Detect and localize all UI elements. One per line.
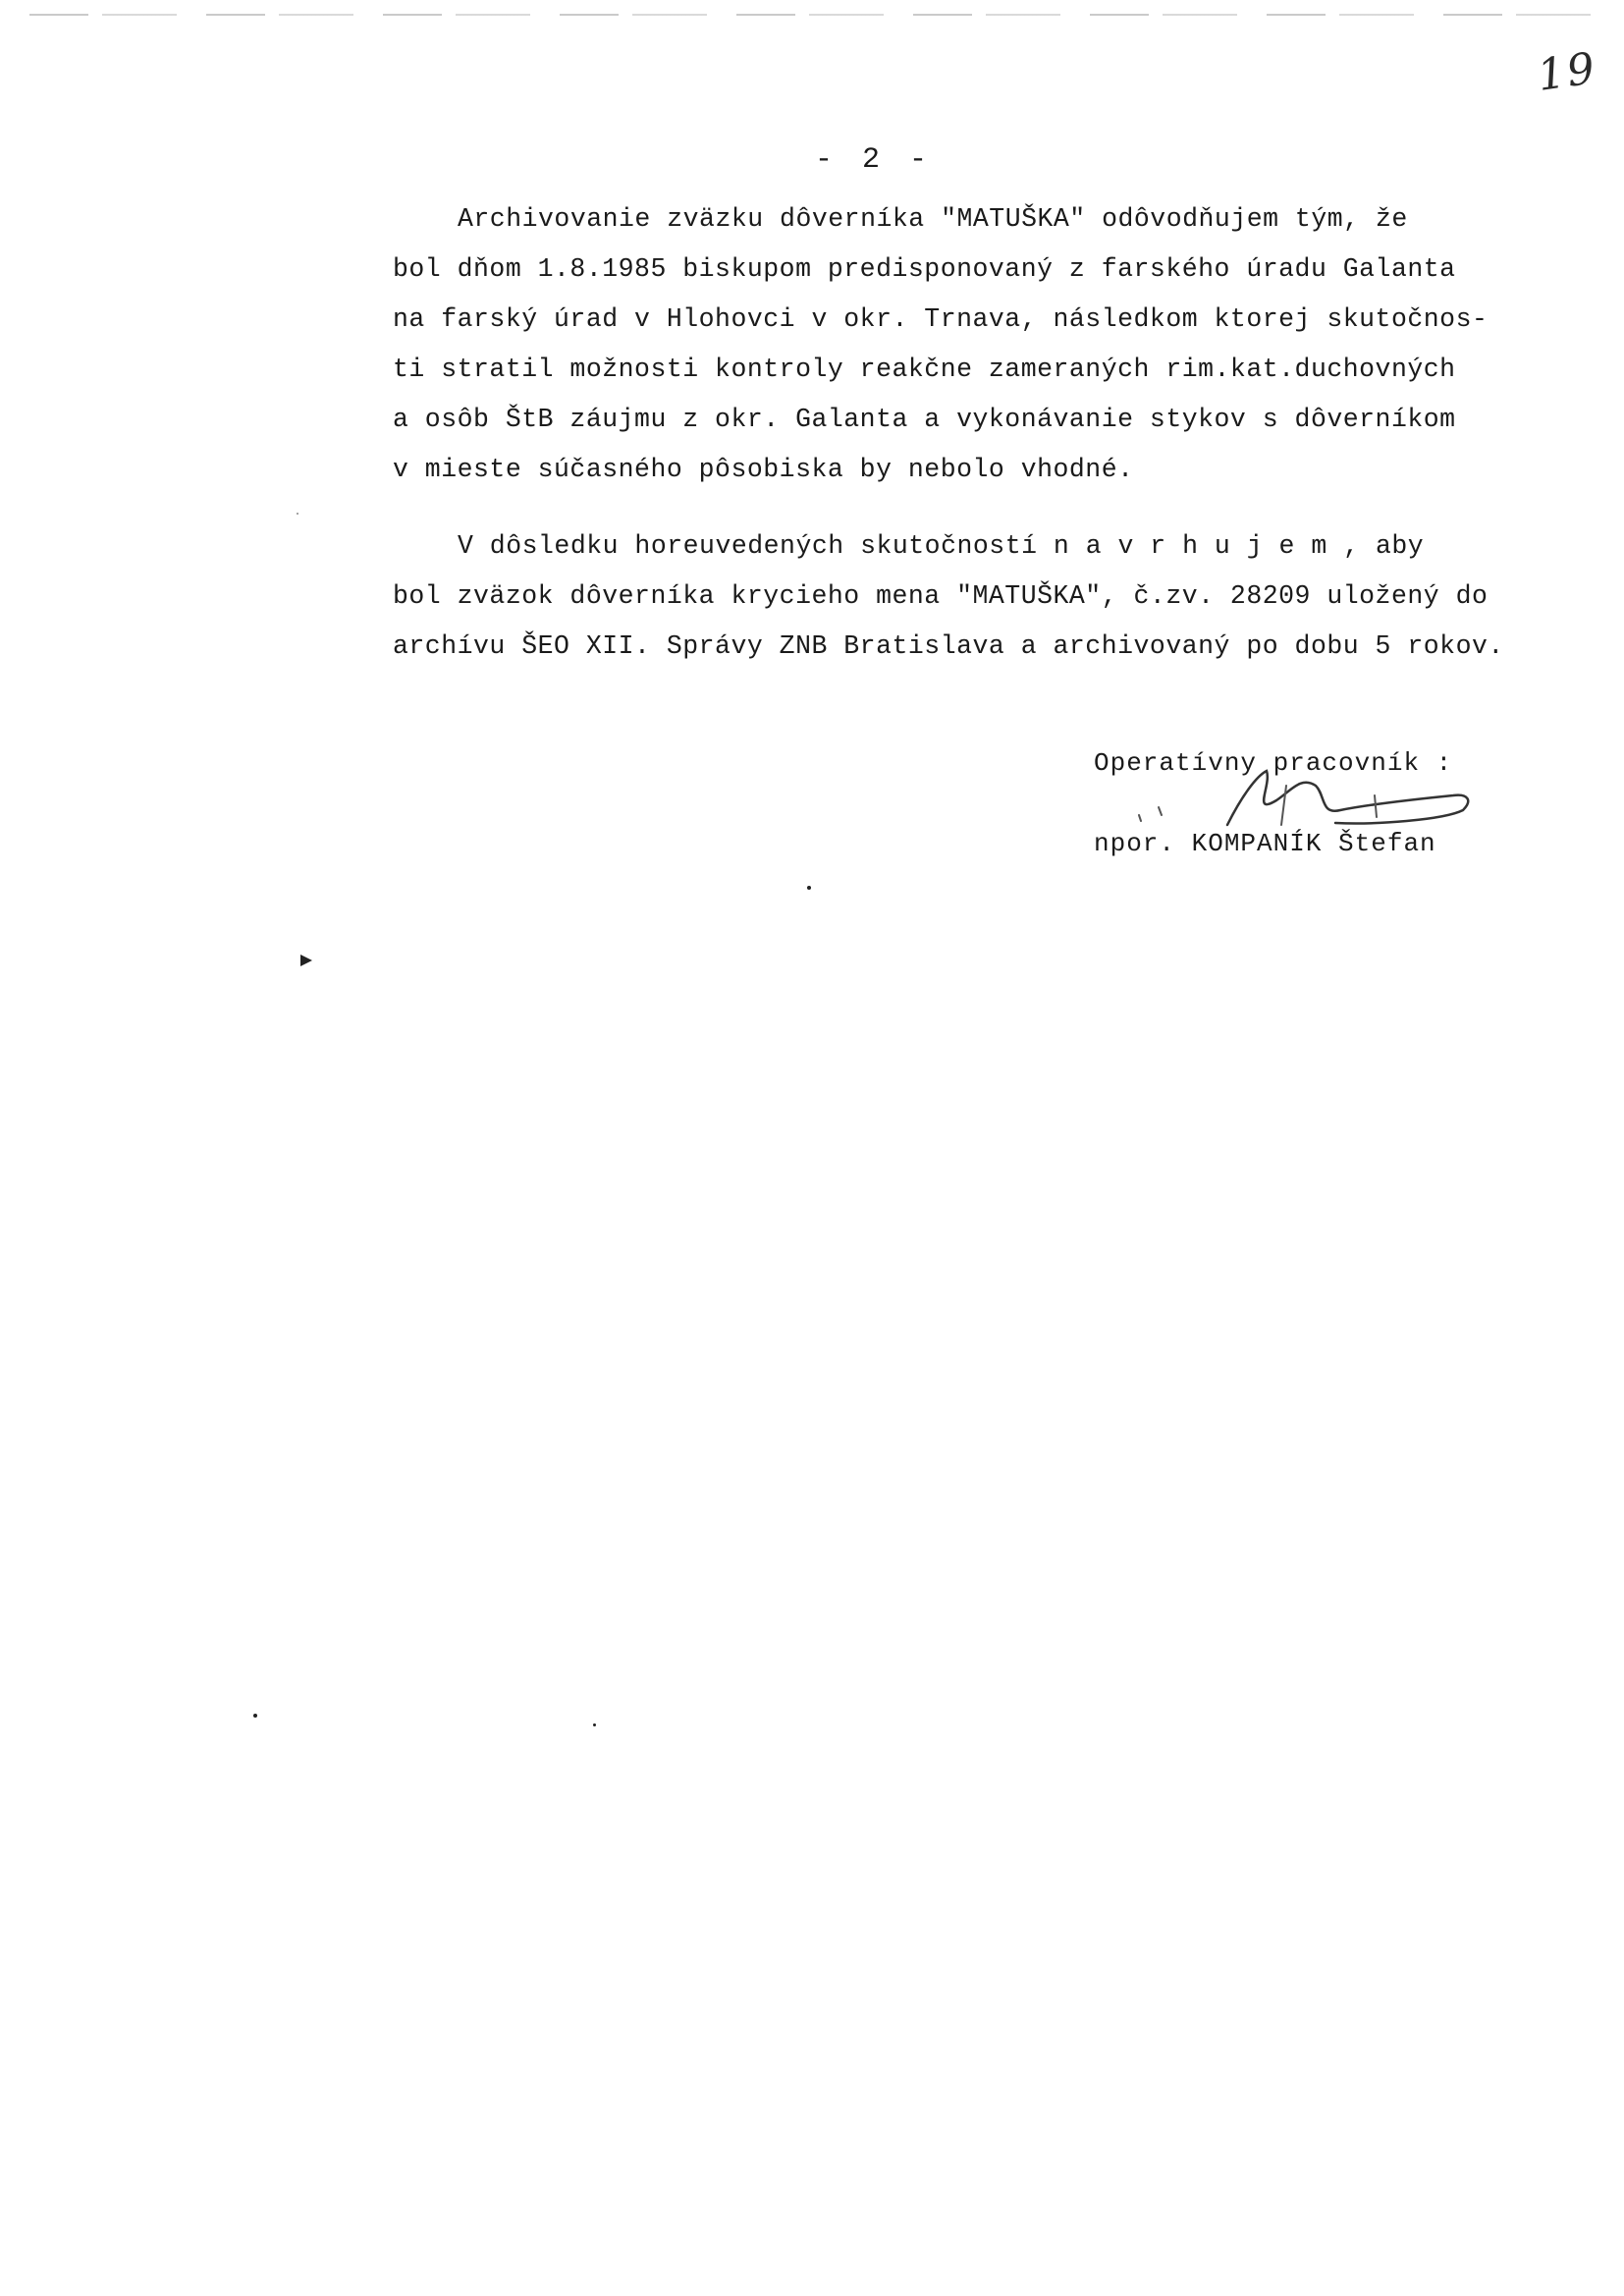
scan-speck xyxy=(297,513,298,515)
scan-speck xyxy=(253,1714,257,1718)
folio-mark: 19 xyxy=(1534,43,1600,101)
text-line: ti stratil možnosti kontroly reakčne zameraných rim.kat.duchovných xyxy=(393,355,1456,384)
body-text xyxy=(393,194,1600,672)
text-line: V dôsledku horeuvedených skutočností n a v r h u j e m , aby xyxy=(458,531,1425,561)
text-line: bol zväzok dôverníka krycieho mena "MATUŠKA", č.zv. 28209 uložený do xyxy=(393,581,1489,611)
paragraph-1 xyxy=(393,194,1600,495)
text-line: v mieste súčasného pôsobiska by nebolo vhodné. xyxy=(393,455,1134,484)
signature-title: Operatívny pracovník : xyxy=(1094,748,1453,778)
paragraph-2 xyxy=(393,521,1600,672)
text-line: archívu ŠEO XII. Správy ZNB Bratislava a archivovaný po dobu 5 rokov. xyxy=(393,631,1504,661)
scan-edge-artifact xyxy=(29,14,1600,16)
scan-mark xyxy=(300,955,312,966)
text-line: Archivovanie zväzku dôverníka "MATUŠKA" odôvodňujem tým, že xyxy=(458,204,1408,234)
text-line: bol dňom 1.8.1985 biskupom predisponovaný z farského úradu Galanta xyxy=(393,254,1456,284)
text-line: na farský úrad v Hlohovci v okr. Trnava, následkom ktorej skutočnos- xyxy=(393,304,1489,334)
scan-speck xyxy=(593,1723,596,1726)
page-number: - 2 - xyxy=(815,143,934,177)
scan-speck xyxy=(807,886,811,890)
text-line: a osôb ŠtB záujmu z okr. Galanta a vykonávanie stykov s dôverníkom xyxy=(393,405,1456,434)
signature-block xyxy=(1094,723,1565,884)
signature-name: npor. KOMPANÍK Štefan xyxy=(1094,829,1436,858)
paragraph-gap xyxy=(393,495,1600,521)
